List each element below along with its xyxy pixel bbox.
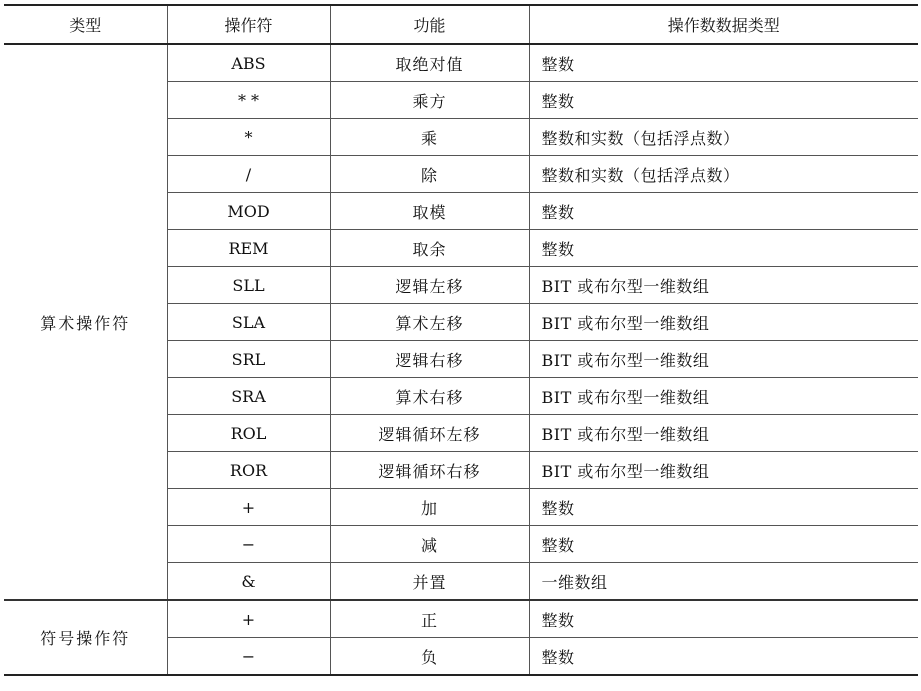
- header-operator: 操作符: [167, 5, 330, 44]
- operator-cell: /: [167, 156, 330, 193]
- function-cell: 算术右移: [330, 378, 529, 415]
- operand-type-cell: 整数: [529, 600, 918, 638]
- operator-cell: SRA: [167, 378, 330, 415]
- operator-cell: +: [167, 489, 330, 526]
- function-cell: 逻辑左移: [330, 267, 529, 304]
- function-cell: 乘方: [330, 82, 529, 119]
- function-cell: 取模: [330, 193, 529, 230]
- operator-cell: SRL: [167, 341, 330, 378]
- header-category: 类型: [4, 5, 167, 44]
- operand-type-cell: BIT 或布尔型一维数组: [529, 452, 918, 489]
- operator-cell: ROR: [167, 452, 330, 489]
- function-cell: 取余: [330, 230, 529, 267]
- operator-cell: &: [167, 563, 330, 601]
- table-row: [4, 600, 918, 638]
- header-function: 功能: [330, 5, 529, 44]
- operand-type-cell: BIT 或布尔型一维数组: [529, 341, 918, 378]
- operand-type-cell: 整数和实数（包括浮点数）: [529, 119, 918, 156]
- operand-type-cell: 一维数组: [529, 563, 918, 601]
- function-cell: 逻辑循环左移: [330, 415, 529, 452]
- table-body: [4, 44, 918, 675]
- table-header-row: [4, 5, 918, 44]
- operand-type-cell: 整数: [529, 82, 918, 119]
- operand-type-cell: 整数: [529, 193, 918, 230]
- function-cell: 正: [330, 600, 529, 638]
- operator-cell: MOD: [167, 193, 330, 230]
- function-cell: 加: [330, 489, 529, 526]
- function-cell: 逻辑循环右移: [330, 452, 529, 489]
- function-cell: 负: [330, 638, 529, 676]
- header-operand-type: 操作数数据类型: [529, 5, 918, 44]
- operator-cell: SLA: [167, 304, 330, 341]
- operator-cell: REM: [167, 230, 330, 267]
- function-cell: 减: [330, 526, 529, 563]
- operator-cell: SLL: [167, 267, 330, 304]
- operator-cell: ROL: [167, 415, 330, 452]
- operand-type-cell: 整数: [529, 526, 918, 563]
- function-cell: 除: [330, 156, 529, 193]
- operator-cell: −: [167, 638, 330, 676]
- operator-cell: * *: [167, 82, 330, 119]
- operand-type-cell: 整数: [529, 489, 918, 526]
- operand-type-cell: BIT 或布尔型一维数组: [529, 378, 918, 415]
- operator-cell: ABS: [167, 44, 330, 82]
- operand-type-cell: 整数和实数（包括浮点数）: [529, 156, 918, 193]
- function-cell: 并置: [330, 563, 529, 601]
- operator-table: [4, 4, 918, 676]
- table-row: [4, 44, 918, 82]
- operator-cell: +: [167, 600, 330, 638]
- function-cell: 算术左移: [330, 304, 529, 341]
- operand-type-cell: BIT 或布尔型一维数组: [529, 415, 918, 452]
- operator-cell: −: [167, 526, 330, 563]
- operand-type-cell: 整数: [529, 638, 918, 676]
- operand-type-cell: BIT 或布尔型一维数组: [529, 304, 918, 341]
- category-cell: 算术操作符: [4, 44, 167, 600]
- operator-cell: *: [167, 119, 330, 156]
- function-cell: 逻辑右移: [330, 341, 529, 378]
- function-cell: 取绝对值: [330, 44, 529, 82]
- operand-type-cell: 整数: [529, 230, 918, 267]
- operand-type-cell: 整数: [529, 44, 918, 82]
- category-cell: 符号操作符: [4, 600, 167, 675]
- operand-type-cell: BIT 或布尔型一维数组: [529, 267, 918, 304]
- function-cell: 乘: [330, 119, 529, 156]
